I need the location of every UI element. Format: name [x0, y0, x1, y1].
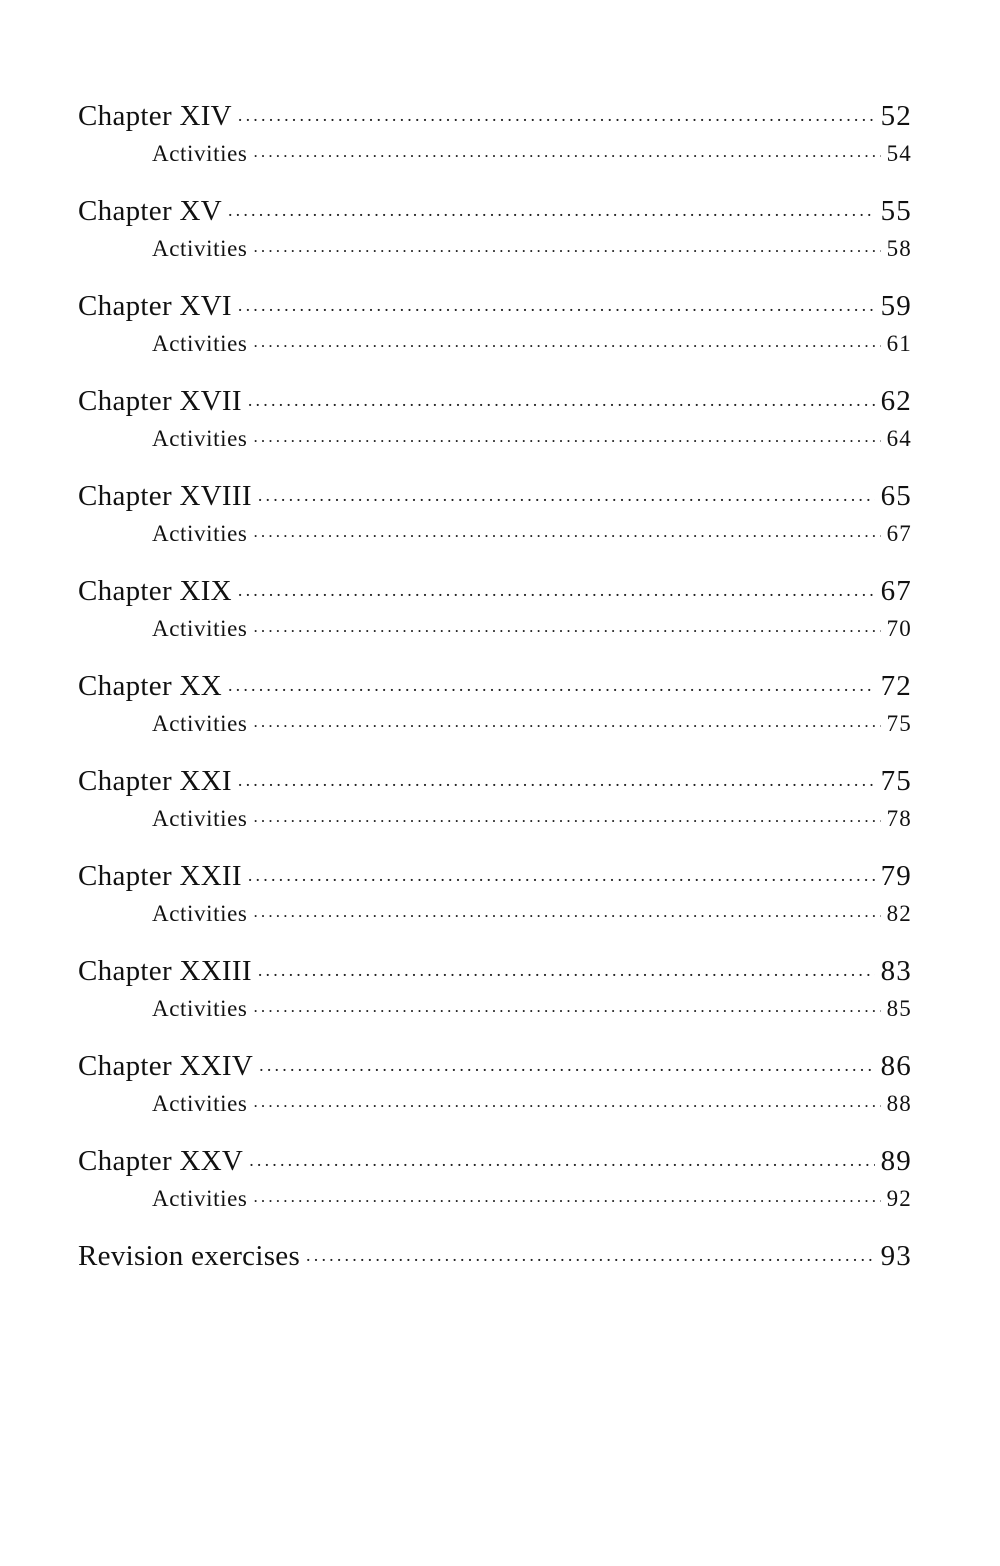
toc-entry-chapter	[78, 1046, 912, 1086]
activities-label: Activities	[152, 1091, 248, 1116]
activities-label: Activities	[152, 426, 248, 451]
page-number: 93	[880, 1240, 912, 1272]
dot-leader	[258, 951, 875, 980]
toc-entry-chapter	[78, 571, 912, 611]
page-number: 65	[880, 480, 912, 512]
toc-group	[78, 571, 912, 647]
toc-group	[78, 761, 912, 837]
toc-group	[78, 96, 912, 172]
dot-leader	[253, 233, 880, 256]
page-number: 83	[880, 955, 912, 987]
page-number: 75	[880, 765, 912, 797]
revision-title: Revision exercises	[78, 1240, 301, 1272]
toc-entry-activities	[78, 991, 912, 1027]
page-number: 85	[886, 996, 912, 1021]
page-number: 82	[886, 901, 912, 926]
dot-leader	[248, 381, 875, 410]
toc-entry-chapter	[78, 761, 912, 801]
chapter-title: Chapter XX	[78, 670, 222, 702]
page-number: 67	[880, 575, 912, 607]
activities-label: Activities	[152, 616, 248, 641]
chapter-title: Chapter XXI	[78, 765, 232, 797]
toc-entry-chapter	[78, 96, 912, 136]
activities-label: Activities	[152, 996, 248, 1021]
toc-entry-chapter	[78, 951, 912, 991]
toc-entry-activities	[78, 136, 912, 172]
page-number: 59	[880, 290, 912, 322]
dot-leader	[253, 1088, 880, 1111]
page-number: 75	[886, 711, 912, 736]
toc-entry-activities	[78, 706, 912, 742]
chapter-title: Chapter XXIII	[78, 955, 252, 987]
page-number: 52	[880, 100, 912, 132]
page-number: 78	[886, 806, 912, 831]
page-number: 92	[886, 1186, 912, 1211]
toc-entry-chapter	[78, 666, 912, 706]
page-number: 62	[880, 385, 912, 417]
page-number: 67	[886, 521, 912, 546]
toc-entry-activities	[78, 896, 912, 932]
toc-group	[78, 856, 912, 932]
activities-label: Activities	[152, 331, 248, 356]
toc-entry-chapter	[78, 191, 912, 231]
toc-group	[78, 666, 912, 742]
dot-leader	[253, 708, 880, 731]
activities-label: Activities	[152, 236, 248, 261]
dot-leader	[259, 1046, 874, 1075]
activities-label: Activities	[152, 711, 248, 736]
dot-leader	[253, 898, 880, 921]
dot-leader	[228, 191, 875, 220]
dot-leader	[238, 761, 875, 790]
chapter-title: Chapter XXIV	[78, 1050, 254, 1082]
page-number: 89	[880, 1145, 912, 1177]
page-number: 70	[886, 616, 912, 641]
toc-entry-activities	[78, 231, 912, 267]
dot-leader	[258, 476, 875, 505]
toc-group	[78, 191, 912, 267]
chapter-title: Chapter XIV	[78, 100, 232, 132]
dot-leader	[253, 613, 880, 636]
toc-group-revision	[78, 1236, 912, 1276]
activities-label: Activities	[152, 1186, 248, 1211]
toc-group	[78, 381, 912, 457]
table-of-contents	[78, 96, 912, 1276]
toc-entry-chapter	[78, 286, 912, 326]
toc-entry-activities	[78, 611, 912, 647]
page-number: 88	[886, 1091, 912, 1116]
toc-group	[78, 951, 912, 1027]
toc-entry-activities	[78, 1181, 912, 1217]
page-number: 55	[880, 195, 912, 227]
toc-group	[78, 1046, 912, 1122]
page-number: 54	[886, 141, 912, 166]
dot-leader	[253, 1183, 880, 1206]
dot-leader	[238, 286, 875, 315]
toc-entry-chapter	[78, 856, 912, 896]
toc-entry-chapter	[78, 381, 912, 421]
toc-entry-chapter	[78, 476, 912, 516]
toc-entry-activities	[78, 1086, 912, 1122]
toc-entry-activities	[78, 421, 912, 457]
chapter-title: Chapter XXV	[78, 1145, 244, 1177]
chapter-title: Chapter XVI	[78, 290, 232, 322]
toc-entry-revision	[78, 1236, 912, 1276]
page-number: 58	[886, 236, 912, 261]
dot-leader	[253, 138, 880, 161]
activities-label: Activities	[152, 806, 248, 831]
activities-label: Activities	[152, 521, 248, 546]
dot-leader	[253, 518, 880, 541]
page-number: 79	[880, 860, 912, 892]
page-number: 72	[880, 670, 912, 702]
chapter-title: Chapter XXII	[78, 860, 242, 892]
dot-leader	[228, 666, 875, 695]
dot-leader	[253, 993, 880, 1016]
chapter-title: Chapter XVIII	[78, 480, 252, 512]
toc-group	[78, 286, 912, 362]
activities-label: Activities	[152, 901, 248, 926]
page-number: 86	[880, 1050, 912, 1082]
chapter-title: Chapter XVII	[78, 385, 242, 417]
dot-leader	[253, 423, 880, 446]
activities-label: Activities	[152, 141, 248, 166]
toc-group	[78, 476, 912, 552]
dot-leader	[248, 856, 875, 885]
toc-entry-chapter	[78, 1141, 912, 1181]
page-number: 61	[886, 331, 912, 356]
dot-leader	[253, 803, 880, 826]
toc-entry-activities	[78, 801, 912, 837]
dot-leader	[253, 328, 880, 351]
dot-leader	[238, 571, 875, 600]
chapter-title: Chapter XIX	[78, 575, 232, 607]
toc-entry-activities	[78, 516, 912, 552]
dot-leader	[306, 1236, 875, 1265]
page-number: 64	[886, 426, 912, 451]
toc-entry-activities	[78, 326, 912, 362]
chapter-title: Chapter XV	[78, 195, 222, 227]
dot-leader	[249, 1141, 874, 1170]
dot-leader	[238, 96, 875, 125]
toc-group	[78, 1141, 912, 1217]
